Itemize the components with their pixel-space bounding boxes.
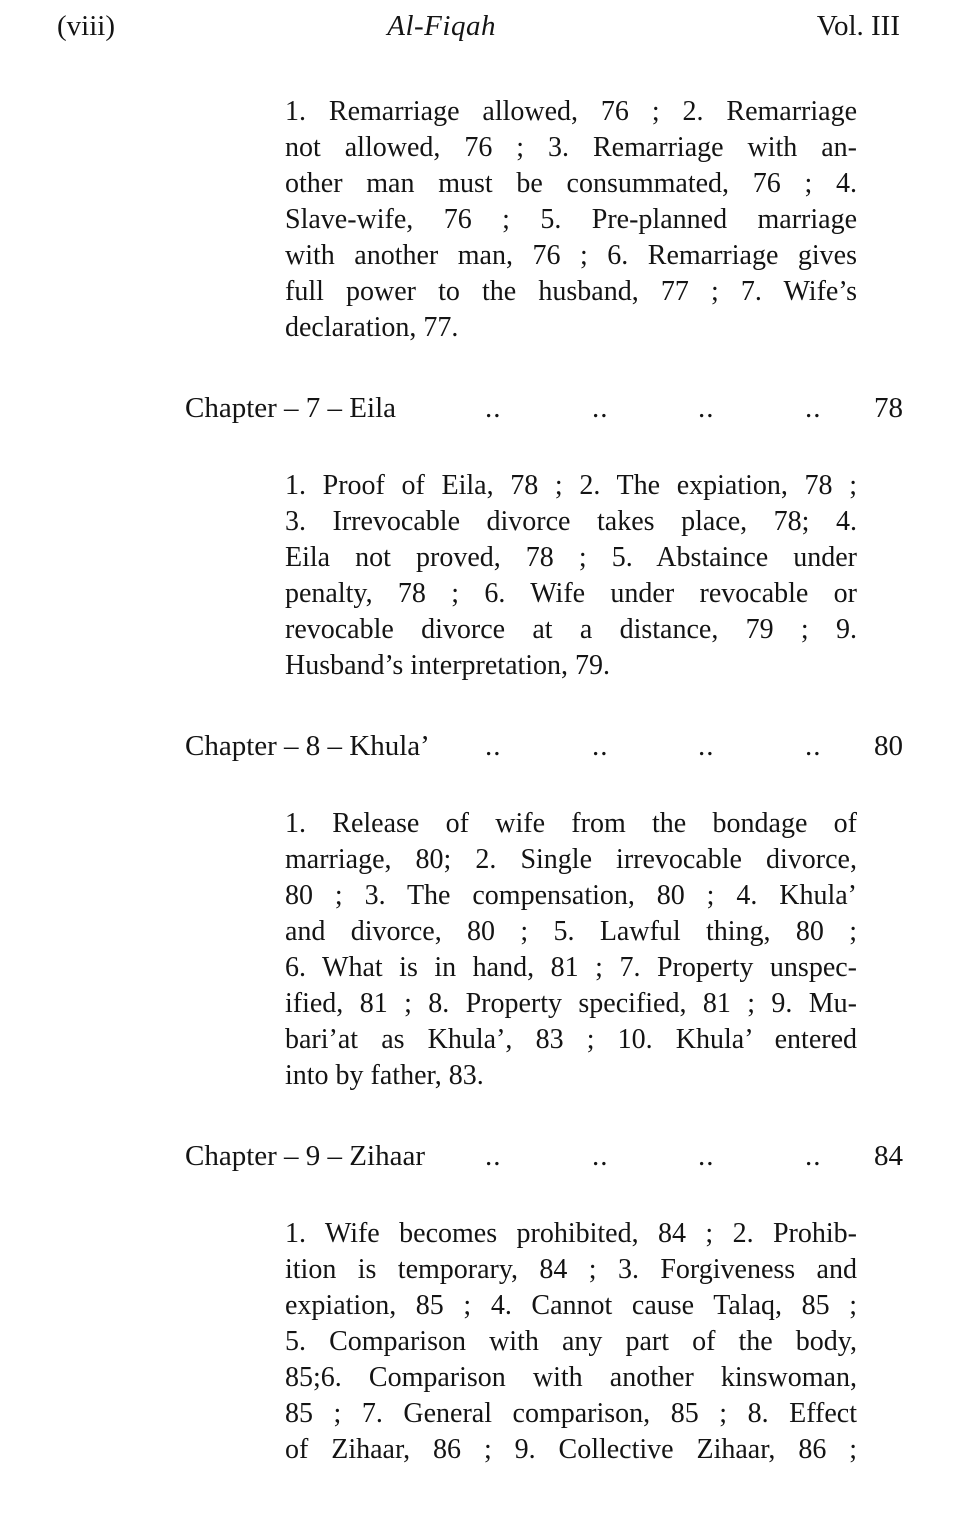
leader-dots: .. (805, 392, 822, 424)
page-header (0, 0, 960, 52)
toc-line: 1. Wife becomes prohibited, 84 ; 2. Prohib- (285, 1218, 857, 1249)
leader-dots: .. (698, 1140, 715, 1172)
leader-dots: .. (485, 730, 502, 762)
leader-dots: .. (592, 1140, 609, 1172)
toc-line: 5. Comparison with any part of the body, (285, 1326, 857, 1357)
toc-line: 1. Proof of Eila, 78 ; 2. The expiation, 78 ; (285, 470, 857, 501)
leader-dots: .. (698, 730, 715, 762)
chapter-row (185, 1138, 903, 1174)
toc-line: 3. Irrevocable divorce takes place, 78; 4. (285, 506, 857, 537)
chapter-row (185, 390, 903, 426)
toc-line: revocable divorce at a distance, 79 ; 9. (285, 614, 857, 645)
toc-line: expiation, 85 ; 4. Cannot cause Talaq, 85 ; (285, 1290, 857, 1321)
chapter-row (185, 728, 903, 764)
leader-dots: .. (592, 392, 609, 424)
toc-line: not allowed, 76 ; 3. Remarriage with an- (285, 132, 857, 163)
toc-line: marriage, 80; 2. Single irrevocable divorce, (285, 844, 857, 875)
toc-paragraph (285, 1216, 857, 1468)
toc-body (0, 94, 960, 1468)
toc-paragraph (285, 468, 857, 684)
toc-line: 85;6. Comparison with another kinswoman, (285, 1362, 857, 1393)
chapter-page-number: 78 (874, 392, 903, 424)
leader-dots: .. (805, 1140, 822, 1172)
folio-number: (viii) (57, 10, 115, 42)
toc-line: with another man, 76 ; 6. Remarriage gives (285, 240, 857, 271)
leader-dots: .. (485, 1140, 502, 1172)
toc-line: 1. Release of wife from the bondage of (285, 808, 857, 839)
volume-label: Vol. III (816, 10, 900, 42)
toc-line: 6. What is in hand, 81 ; 7. Property unspec- (285, 952, 857, 983)
toc-line: penalty, 78 ; 6. Wife under revocable or (285, 578, 857, 609)
toc-line: ition is temporary, 84 ; 3. Forgiveness and (285, 1254, 857, 1285)
toc-line: and divorce, 80 ; 5. Lawful thing, 80 ; (285, 916, 857, 947)
toc-line: Slave-wife, 76 ; 5. Pre-planned marriage (285, 204, 857, 235)
toc-line: declaration, 77. (285, 312, 459, 343)
toc-line: Husband’s interpretation, 79. (285, 650, 611, 681)
toc-line: into by father, 83. (285, 1060, 484, 1091)
chapter-label: Chapter – 9 – Zihaar (185, 1140, 425, 1172)
leader-dots: .. (698, 392, 715, 424)
chapter-page-number: 80 (874, 730, 903, 762)
toc-line: bari’at as Khula’, 83 ; 10. Khula’ entered (285, 1024, 857, 1055)
toc-line: of Zihaar, 86 ; 9. Collective Zihaar, 86 ; (285, 1434, 857, 1465)
book-title: Al-Fiqah (387, 10, 496, 42)
toc-paragraph (285, 94, 857, 346)
leader-dots: .. (485, 392, 502, 424)
toc-line: full power to the husband, 77 ; 7. Wife’s (285, 276, 857, 307)
toc-paragraph (285, 806, 857, 1094)
toc-line: other man must be consummated, 76 ; 4. (285, 168, 857, 199)
toc-line: 80 ; 3. The compensation, 80 ; 4. Khula’ (285, 880, 857, 911)
toc-line: Eila not proved, 78 ; 5. Abstaince under (285, 542, 857, 573)
toc-line: ified, 81 ; 8. Property specified, 81 ; 9. Mu- (285, 988, 857, 1019)
chapter-page-number: 84 (874, 1140, 903, 1172)
leader-dots: .. (805, 730, 822, 762)
leader-dots: .. (592, 730, 609, 762)
toc-line: 85 ; 7. General comparison, 85 ; 8. Effect (285, 1398, 857, 1429)
chapter-label: Chapter – 8 – Khula’ (185, 730, 430, 762)
chapter-label: Chapter – 7 – Eila (185, 392, 397, 424)
toc-line: 1. Remarriage allowed, 76 ; 2. Remarriage (285, 96, 857, 127)
